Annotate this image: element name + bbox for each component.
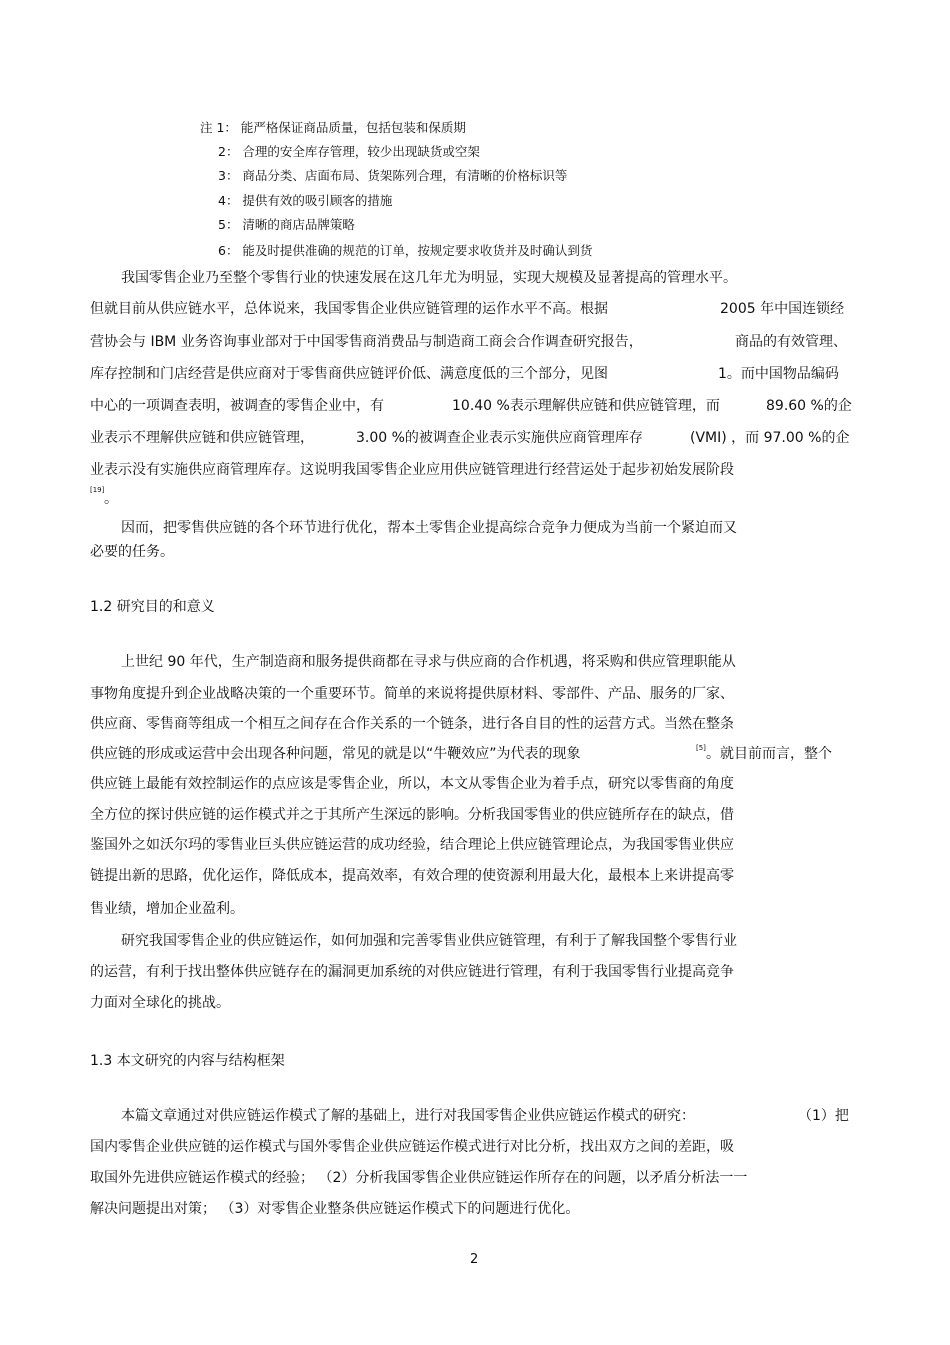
section-heading-1-2: 1.2 研究目的和意义 bbox=[90, 599, 215, 615]
p5-line-4: 解决问题提出对策； （3）对零售企业整条供应链运作模式下的问题进行优化。 bbox=[90, 1201, 580, 1217]
p4-line-3: 力面对全球化的挑战。 bbox=[90, 995, 230, 1011]
p5-line-3: 取国外先进供应链运作模式的经验； （2）分析我国零售企业供应链运作所存在的问题，以矛盾分析法一一 bbox=[90, 1170, 748, 1186]
p5-line-2: 国内零售企业供应链的运作模式与国外零售企业供应链运作模式进行对比分析，找出双方之间的差距，吸 bbox=[90, 1139, 734, 1155]
note-3: 3： 商品分类、店面布局、货架陈列合理，有清晰的价格标识等 bbox=[218, 168, 568, 183]
p3-line-4-b: 。就目前而言，整个 bbox=[706, 746, 832, 762]
p5-line-1-b: （1）把 bbox=[798, 1108, 849, 1124]
p1-line-3-b: 商品的有效管理、 bbox=[735, 334, 847, 350]
p4-line-1: 研究我国零售企业的供应链运作，如何加强和完善零售业供应链管理，有利于了解我国整个零售行业 bbox=[121, 933, 737, 949]
p3-line-2: 事物角度提升到企业战略决策的一个重要环节。简单的来说将提供原材料、零部件、产品、服务的厂家、 bbox=[90, 686, 734, 702]
p1-line-8: 。 bbox=[104, 491, 118, 507]
p1-line-5-a: 中心的一项调查表明，被调查的零售企业中，有 bbox=[90, 398, 384, 414]
note-5: 5： 清晰的商店品牌策略 bbox=[218, 217, 355, 232]
p3-line-9: 售业绩，增加企业盈利。 bbox=[90, 901, 244, 917]
p3-line-5: 供应链上最能有效控制运作的点应该是零售企业，所以，本文从零售企业为着手点，研究以零售商的角度 bbox=[90, 776, 734, 792]
p1-line-5-c: 89.60 %的企 bbox=[766, 398, 852, 414]
p1-line-6-b: 3.00 %的被调查企业表示实施供应商管理库存 bbox=[356, 430, 643, 446]
note-6: 6： 能及时提供准确的规范的订单，按规定要求收货并及时确认到货 bbox=[218, 243, 593, 258]
p1-line-1: 我国零售企业乃至整个零售行业的快速发展在这几年尤为明显，实现大规模及显著提高的管理水平。 bbox=[121, 270, 737, 286]
p2-line-1: 因而，把零售供应链的各个环节进行优化，帮本土零售企业提高综合竞争力便成为当前一个紧迫而又 bbox=[121, 520, 737, 536]
p4-line-2: 的运营，有利于找出整体供应链存在的漏洞更加系统的对供应链进行管理，有利于我国零售行业提高竞争 bbox=[90, 964, 734, 980]
p1-line-4-a: 库存控制和门店经营是供应商对于零售商供应链评价低、满意度低的三个部分，见图 bbox=[90, 366, 608, 382]
note-2: 2： 合理的安全库存管理，较少出现缺货或空架 bbox=[218, 144, 480, 159]
p1-line-2-a: 但就目前从供应链水平，总体说来，我国零售企业供应链管理的运作水平不高。根据 bbox=[90, 301, 608, 317]
p3-line-7: 鉴国外之如沃尔玛的零售业巨头供应链运营的成功经验，结合理论上供应链管理论点，为我国零售业供应 bbox=[90, 837, 734, 853]
p1-line-6-a: 业表示不理解供应链和供应链管理， bbox=[90, 430, 314, 446]
p3-line-4-a: 供应链的形成或运营中会出现各种问题，常见的就是以“牛鞭效应”为代表的现象 bbox=[90, 746, 581, 762]
citation-5: [5] bbox=[696, 744, 706, 752]
p1-line-7: 业表示没有实施供应商管理库存。这说明我国零售企业应用供应链管理进行经营运处于起步初始发展阶段 bbox=[90, 462, 734, 478]
p5-line-1-a: 本篇文章通过对供应链运作模式了解的基础上，进行对我国零售企业供应链运作模式的研究： bbox=[121, 1108, 695, 1124]
note-1: 注 1： 能严格保证商品质量，包括包装和保质期 bbox=[200, 120, 466, 135]
p2-line-2: 必要的任务。 bbox=[90, 544, 174, 560]
p1-line-4-b: 1。而中国物品编码 bbox=[718, 366, 839, 382]
p3-line-8: 链提出新的思路，优化运作，降低成本，提高效率，有效合理的使资源利用最大化，最根本上来讲提高零 bbox=[90, 868, 734, 884]
p3-line-1: 上世纪 90 年代，生产制造商和服务提供商都在寻求与供应商的合作机遇，将采购和供应管理职能从 bbox=[121, 654, 736, 670]
p1-line-2-b: 2005 年中国连锁经 bbox=[720, 301, 845, 317]
citation-19: [19] bbox=[90, 486, 105, 494]
p1-line-5-b: 10.40 %表示理解供应链和供应链管理，而 bbox=[452, 398, 720, 414]
p3-line-3: 供应商、零售商等组成一个相互之间存在合作关系的一个链条，进行各自目的性的运营方式。当然在整条 bbox=[90, 716, 734, 732]
p3-line-6: 全方位的探讨供应链的运作模式并之于其所产生深远的影响。分析我国零售业的供应链所存在的缺点，借 bbox=[90, 807, 734, 823]
p1-line-6-c: (VMI) ，而 97.00 %的企 bbox=[690, 430, 850, 446]
note-4: 4： 提供有效的吸引顾客的措施 bbox=[218, 193, 393, 208]
page-number: 2 bbox=[470, 1252, 479, 1267]
section-heading-1-3: 1.3 本文研究的内容与结构框架 bbox=[90, 1053, 285, 1069]
p1-line-3-a: 营协会与 IBM 业务咨询事业部对于中国零售商消费品与制造商工商会合作调查研究报告， bbox=[90, 334, 643, 350]
